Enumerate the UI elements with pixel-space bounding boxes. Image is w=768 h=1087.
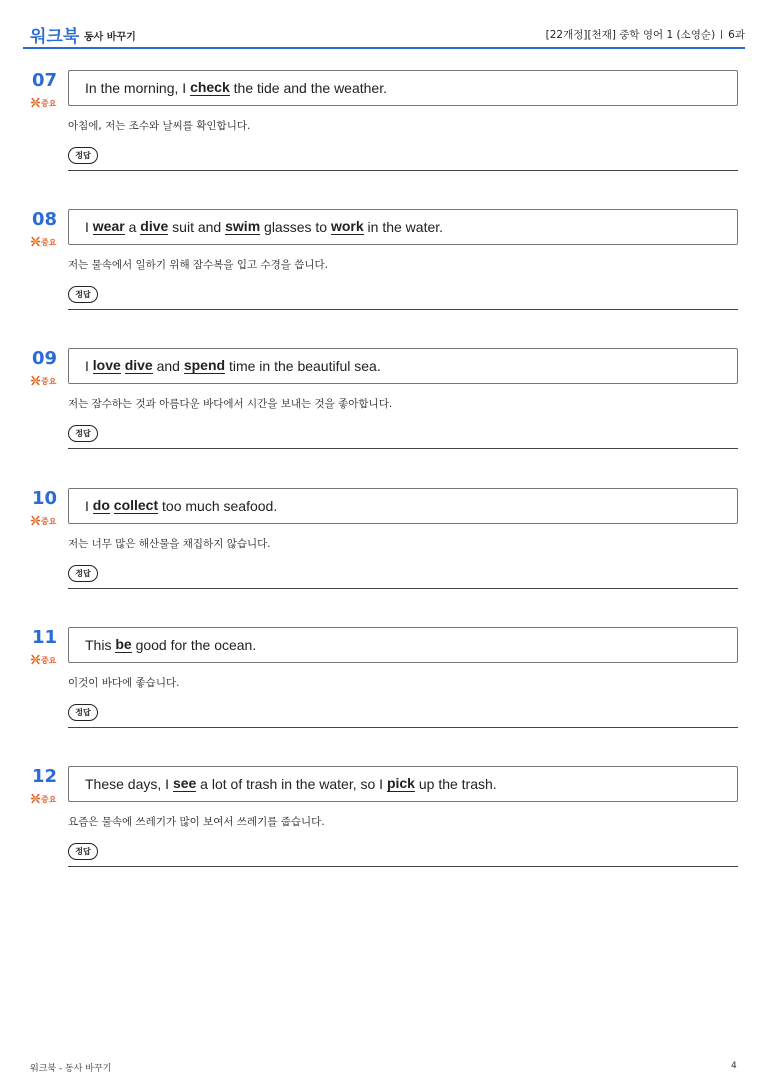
question-number: 09 [32,348,58,369]
important-label: 중요 [41,656,57,665]
sentence-box [68,627,738,663]
sentence-text: I [85,498,93,514]
sentence-box [68,766,738,802]
sentence-text: suit and [168,219,226,235]
important-badge [30,793,56,805]
sentence-text: in the water. [363,219,444,235]
question-item [30,627,738,728]
verb-blank: work [330,218,364,234]
question-number: 11 [32,627,58,648]
sentence-text: glasses to [260,219,331,235]
sentence-text: time in the beautiful sea. [225,358,381,374]
footer-title: 워크북 - 동사 바꾸기 [30,1064,112,1074]
sentence-text: up the trash. [414,776,497,792]
important-label: 중요 [41,795,57,804]
lesson-number: 6과 [728,29,745,41]
verb-blank: wear [92,218,125,234]
answer-line [68,448,738,449]
verb-blank: dive [140,218,169,234]
verb-blank: dive [124,357,153,373]
sentence-text: the tide and the weather. [229,80,387,96]
sentence-text: I [85,358,93,374]
important-badge [30,375,56,387]
answer-button[interactable]: 정답 [68,147,98,164]
important-icon [30,236,41,247]
important-label: 중요 [41,517,57,526]
header-divider [23,47,745,49]
important-badge [30,515,56,527]
page-header [30,22,745,48]
question-item [30,348,738,449]
sentence-box [68,70,738,106]
header-separator [721,30,722,39]
important-icon [30,375,41,386]
sentence-text: In the morning, I [85,80,191,96]
sentence-box [68,348,738,384]
question-number: 10 [32,488,58,509]
brand-title: 워크북 [30,27,80,47]
important-label: 중요 [41,377,57,386]
answer-line [68,588,738,589]
sentence-text: These days, I [85,776,173,792]
sentence-text: I [85,219,93,235]
answer-button[interactable]: 정답 [68,286,98,303]
answer-line [68,727,738,728]
question-item [30,70,738,171]
sentence-text: too much seafood. [158,498,278,514]
important-icon [30,793,41,804]
verb-blank: do [92,497,110,513]
answer-button[interactable]: 정답 [68,843,98,860]
korean-translation: 아침에, 저는 조수와 날씨를 확인합니다. [68,120,251,132]
answer-line [68,866,738,867]
verb-blank: spend [183,357,226,373]
important-label: 중요 [41,99,57,108]
verb-blank: check [190,79,230,95]
verb-blank: pick [386,775,415,791]
answer-line [68,170,738,171]
important-badge [30,97,56,109]
korean-translation: 요즘은 물속에 쓰레기가 많이 보여서 쓰레기를 줍습니다. [68,816,325,828]
section-subtitle: 동사 바꾸기 [84,32,136,43]
question-number: 12 [32,766,58,787]
course-name: [22개정][천재] 중학 영어 1 (소영순) [545,29,716,41]
important-icon [30,515,41,526]
answer-button[interactable]: 정답 [68,425,98,442]
korean-translation: 저는 물속에서 일하기 위해 잠수복을 입고 수경을 씁니다. [68,259,328,271]
question-item [30,488,738,589]
important-badge [30,236,56,248]
question-item [30,209,738,310]
sentence-text: a lot of trash in the water, so I [196,776,387,792]
verb-blank: love [92,357,121,373]
sentence-text: a [124,219,141,235]
sentence-box [68,209,738,245]
course-info [546,27,745,42]
question-number: 07 [32,70,58,91]
verb-blank: swim [225,218,261,234]
sentence-box [68,488,738,524]
important-icon [30,654,41,665]
answer-button[interactable]: 정답 [68,704,98,721]
sentence-text: This [85,637,116,653]
question-item [30,766,738,867]
sentence-text: and [152,358,184,374]
answer-line [68,309,738,310]
question-number: 08 [32,209,58,230]
important-badge [30,654,56,666]
korean-translation: 저는 잠수하는 것과 아름다운 바다에서 시간을 보내는 것을 좋아합니다. [68,398,393,410]
sentence-text: good for the ocean. [131,637,257,653]
page-number: 4 [731,1061,737,1071]
korean-translation: 저는 너무 많은 해산물을 채집하지 않습니다. [68,538,271,550]
verb-blank: collect [113,497,159,513]
answer-button[interactable]: 정답 [68,565,98,582]
verb-blank: be [115,636,132,652]
important-icon [30,97,41,108]
verb-blank: see [172,775,197,791]
korean-translation: 이것이 바다에 좋습니다. [68,677,180,689]
important-label: 중요 [41,238,57,247]
